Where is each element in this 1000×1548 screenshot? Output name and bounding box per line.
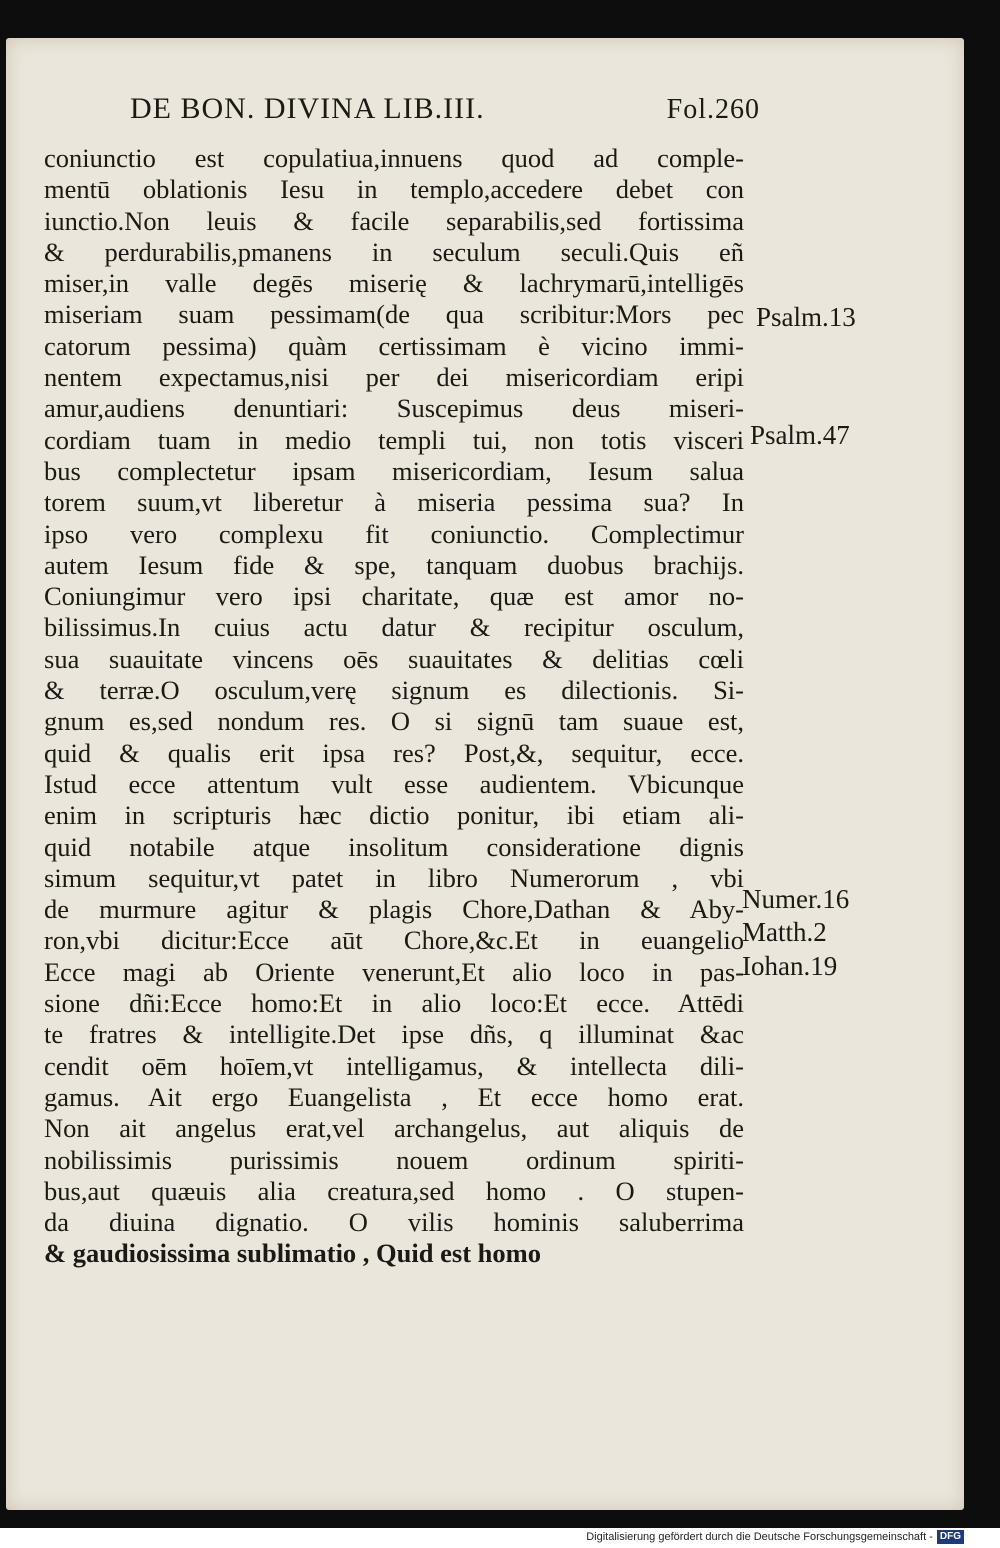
footer-credit [586, 1528, 964, 1546]
text-line: quid notabile atque insolitum consideratione dignis [44, 831, 744, 862]
text-line: miser,in valle degēs miserię & lachrymarū,intelligēs [44, 268, 744, 299]
marginal-reference: Numer.16 [742, 884, 850, 914]
text-line: sione dñi:Ecce homo:Et in alio loco:Et ecce. Attēdi [44, 988, 744, 1019]
text-line: iunctio.Non leuis & facile separabilis,sed fortissima [44, 205, 744, 236]
text-line: Coniungimur vero ipsi charitate, quæ est amor no- [44, 581, 744, 612]
funding-credit: Digitalisierung gefördert durch die Deutsche Forschungsgemeinschaft - [586, 1531, 933, 1543]
text-line: nentem expectamus,nisi per dei misericordiam eripi [44, 362, 744, 393]
marginal-reference: Matth.2 [742, 917, 827, 947]
text-line: & gaudiosissima sublimatio , Quid est homo [44, 1238, 541, 1269]
text-line: bus complectetur ipsam misericordiam, Iesum salua [44, 455, 744, 486]
text-line: cordiam tuam in medio templi tui, non totis visceri [44, 424, 744, 455]
header-title: DE BON. DIVINA LIB.III. [130, 92, 485, 125]
text-line: Istud ecce attentum vult esse audientem. Vbicunque [44, 768, 744, 799]
text-line: miseriam suam pessimam(de qua scribitur:Mors pec [44, 299, 744, 330]
text-line: simum sequitur,vt patet in libro Numerorum , vbi [44, 862, 744, 893]
text-line: coniunctio est copulatiua,innuens quod ad comple- [44, 143, 744, 173]
text-line: cendit oēm hoīem,vt intelligamus, & intellecta dili- [44, 1050, 744, 1081]
folio-number: Fol.260 [666, 94, 760, 125]
text-line: gnum es,sed nondum res. O si signū tam suaue est, [44, 706, 744, 737]
marginal-reference: Psalm.13 [756, 302, 856, 332]
text-line: ipso vero complexu fit coniunctio. Complectimur [44, 518, 744, 549]
text-line: te fratres & intelligite.Det ipse dñs, q illuminat &ac [44, 1019, 744, 1050]
text-line: sua suauitate vincens oēs suauitates & delitias cœli [44, 643, 744, 674]
text-line: quid & qualis erit ipsa res? Post,&, sequitur, ecce. [44, 737, 744, 768]
marginal-reference: Iohan.19 [742, 951, 838, 981]
text-line: ron,vbi dicitur:Ecce aūt Chore,&c.Et in euangelio [44, 925, 744, 956]
running-header [130, 92, 760, 132]
text-line: nobilissimis purissimis nouem ordinum spiriti- [44, 1144, 744, 1175]
text-line: amur,audiens denuntiari: Suscepimus deus miseri- [44, 393, 744, 424]
text-line: & terræ.O osculum,verę signum es dilectionis. Si- [44, 675, 744, 706]
text-line: bilissimus.In cuius actu datur & recipitur osculum, [44, 612, 744, 643]
text-line: Non ait angelus erat,vel archangelus, aut aliquis de [44, 1113, 744, 1144]
text-line: gamus. Ait ergo Euangelista , Et ecce homo erat. [44, 1081, 744, 1112]
text-line: bus,aut quæuis alia creatura,sed homo . O stupen- [44, 1175, 744, 1206]
text-line: catorum pessima) quàm certissimam è vicino immi- [44, 330, 744, 361]
text-line: Ecce magi ab Oriente venerunt,Et alio loco in pas- [44, 956, 744, 987]
text-line: de murmure agitur & plagis Chore,Dathan & Aby- [44, 894, 744, 925]
text-line: torem suum,vt liberetur à miseria pessima sua? In [44, 487, 744, 518]
marginal-reference: Psalm.47 [750, 420, 850, 450]
text-line: autem Iesum fide & spe, tanquam duobus brachijs. [44, 549, 744, 580]
dfg-logo: DFG [937, 1530, 964, 1544]
text-line: enim in scripturis hæc dictio ponitur, ibi etiam ali- [44, 800, 744, 831]
text-line: & perdurabilis,pmanens in seculum seculi.Quis eñ [44, 236, 744, 267]
text-line: da diuina dignatio. O vilis hominis saluberrima [44, 1207, 744, 1238]
main-text-block [44, 143, 744, 1270]
text-line: mentū oblationis Iesu in templo,accedere debet con [44, 174, 744, 205]
